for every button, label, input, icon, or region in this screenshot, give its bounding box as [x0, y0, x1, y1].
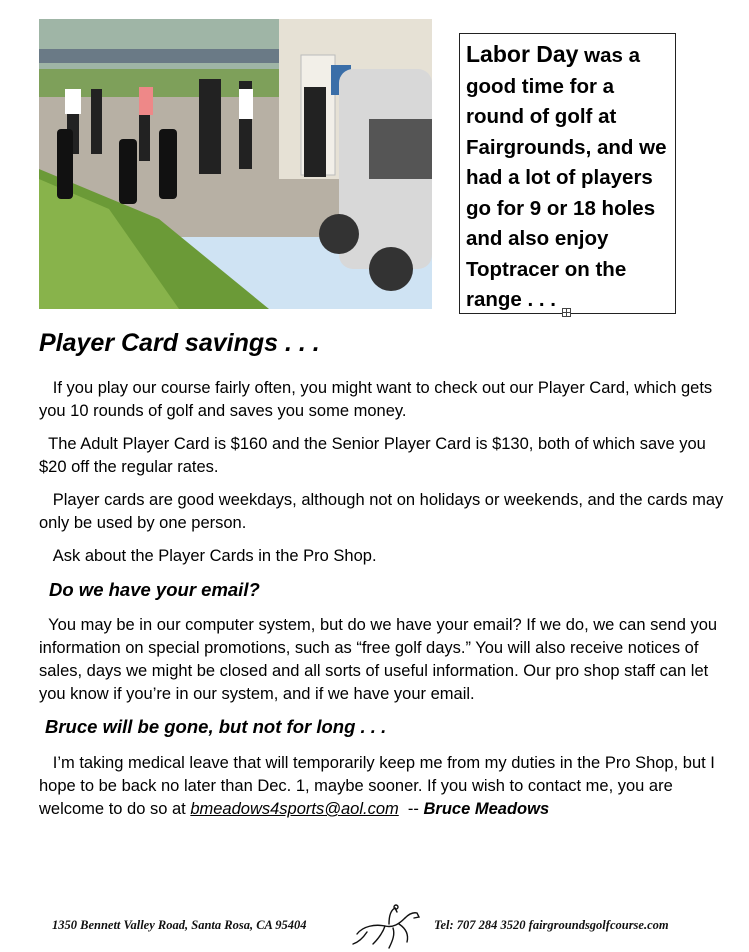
footer-address: 1350 Bennett Valley Road, Santa Rosa, CA 95404 [52, 918, 307, 932]
player-card-para-3: Player cards are good weekdays, although not on holidays or weekends, and the cards may only be used by one person. [39, 491, 728, 532]
bruce-heading: Bruce will be gone, but not for long . . . [45, 716, 387, 737]
player-card-para-2: The Adult Player Card is $160 and the Senior Player Card is $130, both of which save you $20 off the regular rates. [39, 435, 711, 476]
bruce-para [39, 752, 729, 821]
player-card-para-4: Ask about the Player Cards in the Pro Shop. [39, 547, 377, 565]
labor-day-callout [459, 33, 676, 314]
email-para: You may be in our computer system, but do we have your email? If we do, we can send you information on special promotions, such as “free golf days.” You will also receive notices of sales, days we might be closed and all sorts of useful information. Our pro shop staff can let you know if you’re in our system, and if we have your email. [39, 616, 722, 703]
anchor-handle-icon[interactable] [562, 308, 571, 317]
footer-contact: Tel: 707 284 3520 fairgroundsgolfcourse.com [434, 918, 669, 932]
player-card-para-1: If you play our course fairly often, you might want to check out our Player Card, which gets you 10 rounds of golf and saves you some money. [39, 379, 717, 420]
email-link[interactable]: bmeadows4sports@aol.com [190, 800, 399, 818]
signature: Bruce Meadows [423, 800, 550, 818]
golf-group-photo [39, 19, 432, 309]
email-heading: Do we have your email? [49, 579, 260, 600]
callout-lead: Labor Day [466, 41, 579, 67]
horse-rider-logo-icon [349, 904, 427, 950]
signature-separator: -- [398, 800, 424, 818]
callout-text: was a good time for a round of golf at Fairgrounds, and we had a lot of players go for 9 or 18 holes and also enjoy Toptracer on the range . . . [466, 44, 667, 311]
player-card-heading: Player Card savings . . . [39, 329, 320, 357]
bruce-text: I’m taking medical leave that will temporarily keep me from my duties in the Pro Shop, but I hope to be back no later than Dec. 1, maybe sooner. If you wish to contact me, you are welcome to do so at [39, 754, 720, 818]
